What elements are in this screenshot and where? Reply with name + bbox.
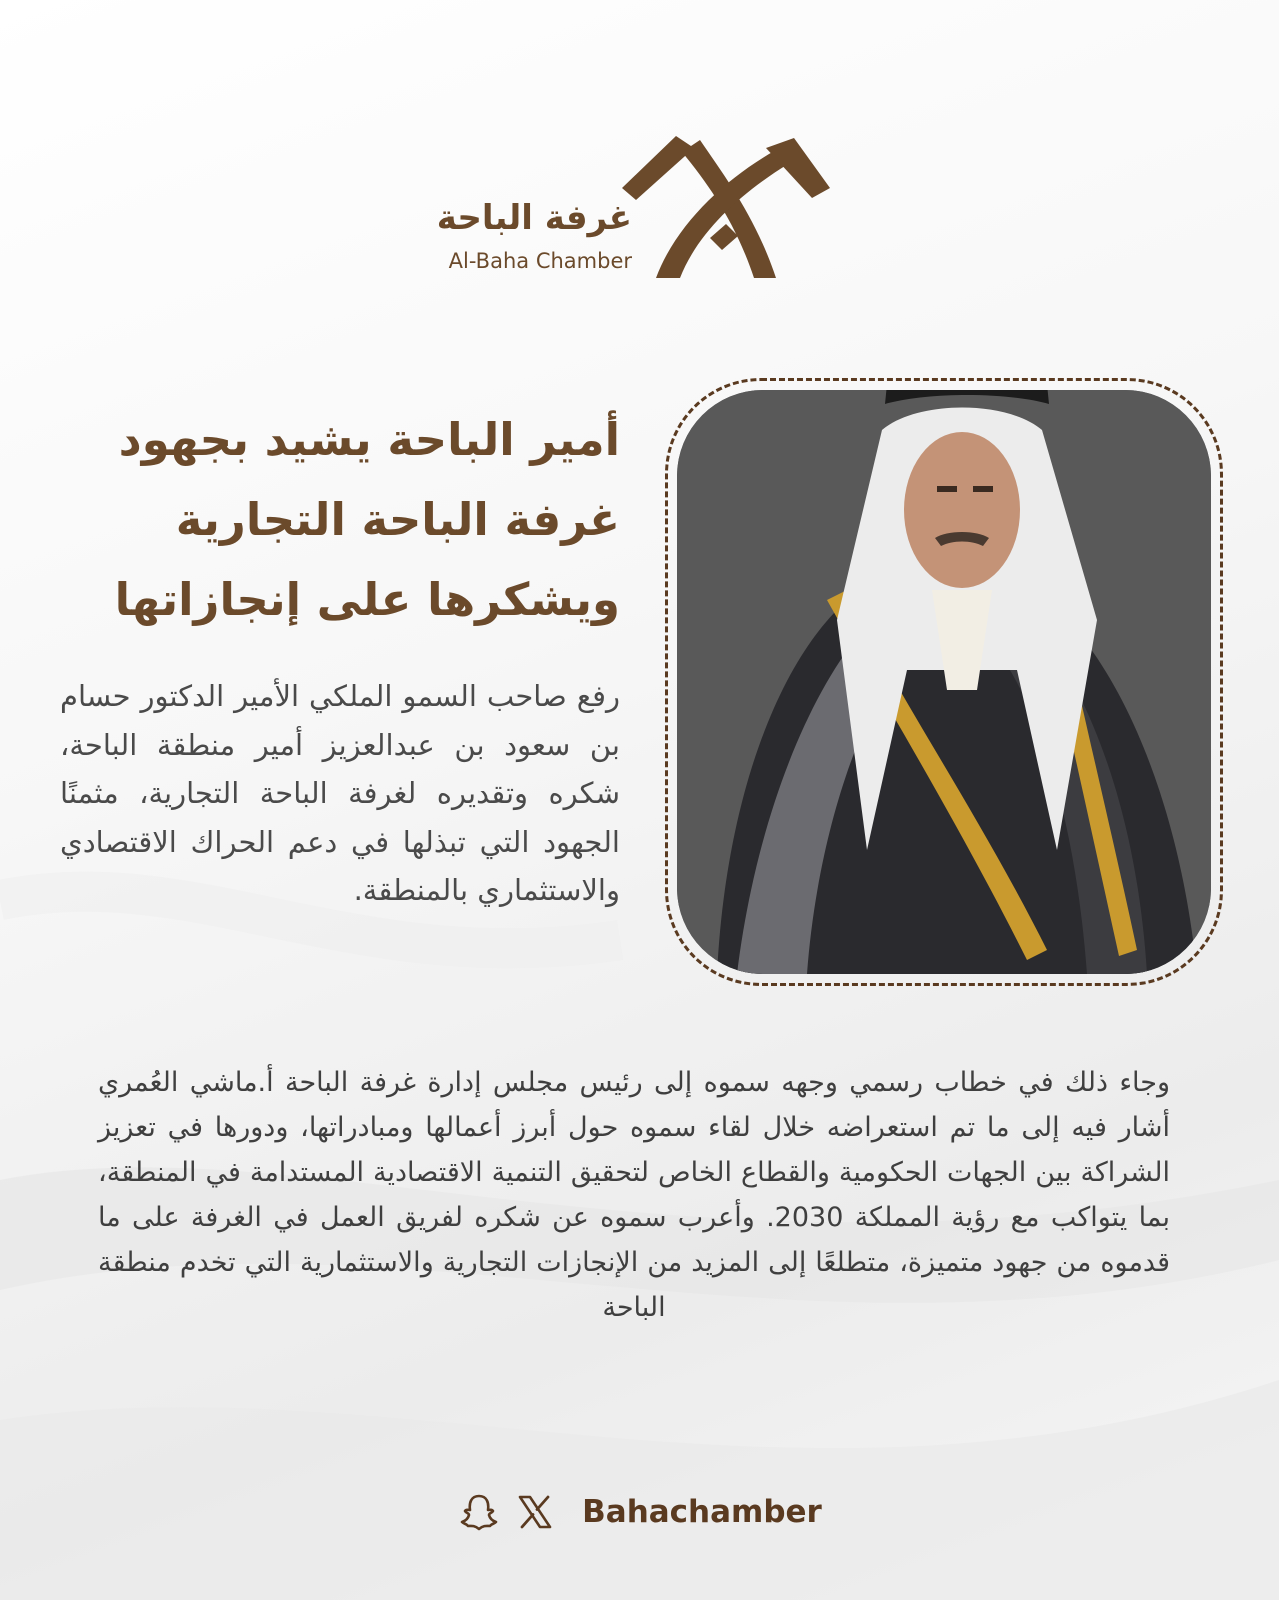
logo-name-english: Al-Baha Chamber: [448, 249, 632, 273]
portrait-photo: [677, 390, 1211, 974]
headline-line-3: ويشكرها على إنجازاتها: [114, 573, 620, 626]
intro-paragraph: رفع صاحب السمو الملكي الأمير الدكتور حسام بن سعود بن عبدالعزيز أمير منطقة الباحة، شكره وتقديره لغرفة الباحة التجارية، مثمنًا الجهود التي تبذلها في دعم الحراك الاقتصادي والاستثماري بالمنطقة.: [60, 679, 620, 907]
headline: [60, 400, 620, 640]
social-footer: [440, 1486, 840, 1538]
x-icon[interactable]: [514, 1491, 556, 1533]
chamber-logo: [436, 128, 836, 288]
social-handle[interactable]: Bahachamber: [582, 1494, 822, 1530]
logo-name-arabic: غرفة الباحة: [436, 198, 632, 238]
headline-line-1: أمير الباحة يشيد بجهود: [118, 413, 620, 466]
body-paragraph: وجاء ذلك في خطاب رسمي وجهه سموه إلى رئيس مجلس إدارة غرفة الباحة أ.ماشي العُمري أشار فيه إلى ما تم استعراضه خلال لقاء سموه حول أبرز أعمالها ومبادراتها، ودورها في تعزيز الشراكة بين الجهات الحكومية والقطاع الخاص لتحقيق التنمية الاقتصادية المستدامة في المنطقة، بما يتواكب مع رؤية المملكة 2030. وأعرب سموه عن شكره لفريق العمل في الغرفة على ما قدموه من جهود متميزة، متطلعًا إلى المزيد من الإنجازات التجارية والاستثمارية التي تخدم منطقة الباحة: [98, 1067, 1170, 1323]
chamber-logo-mark-icon: [616, 128, 836, 288]
portrait-illustration: [677, 390, 1211, 974]
snapchat-icon[interactable]: [458, 1491, 500, 1533]
headline-line-2: غرفة الباحة التجارية: [175, 493, 620, 546]
